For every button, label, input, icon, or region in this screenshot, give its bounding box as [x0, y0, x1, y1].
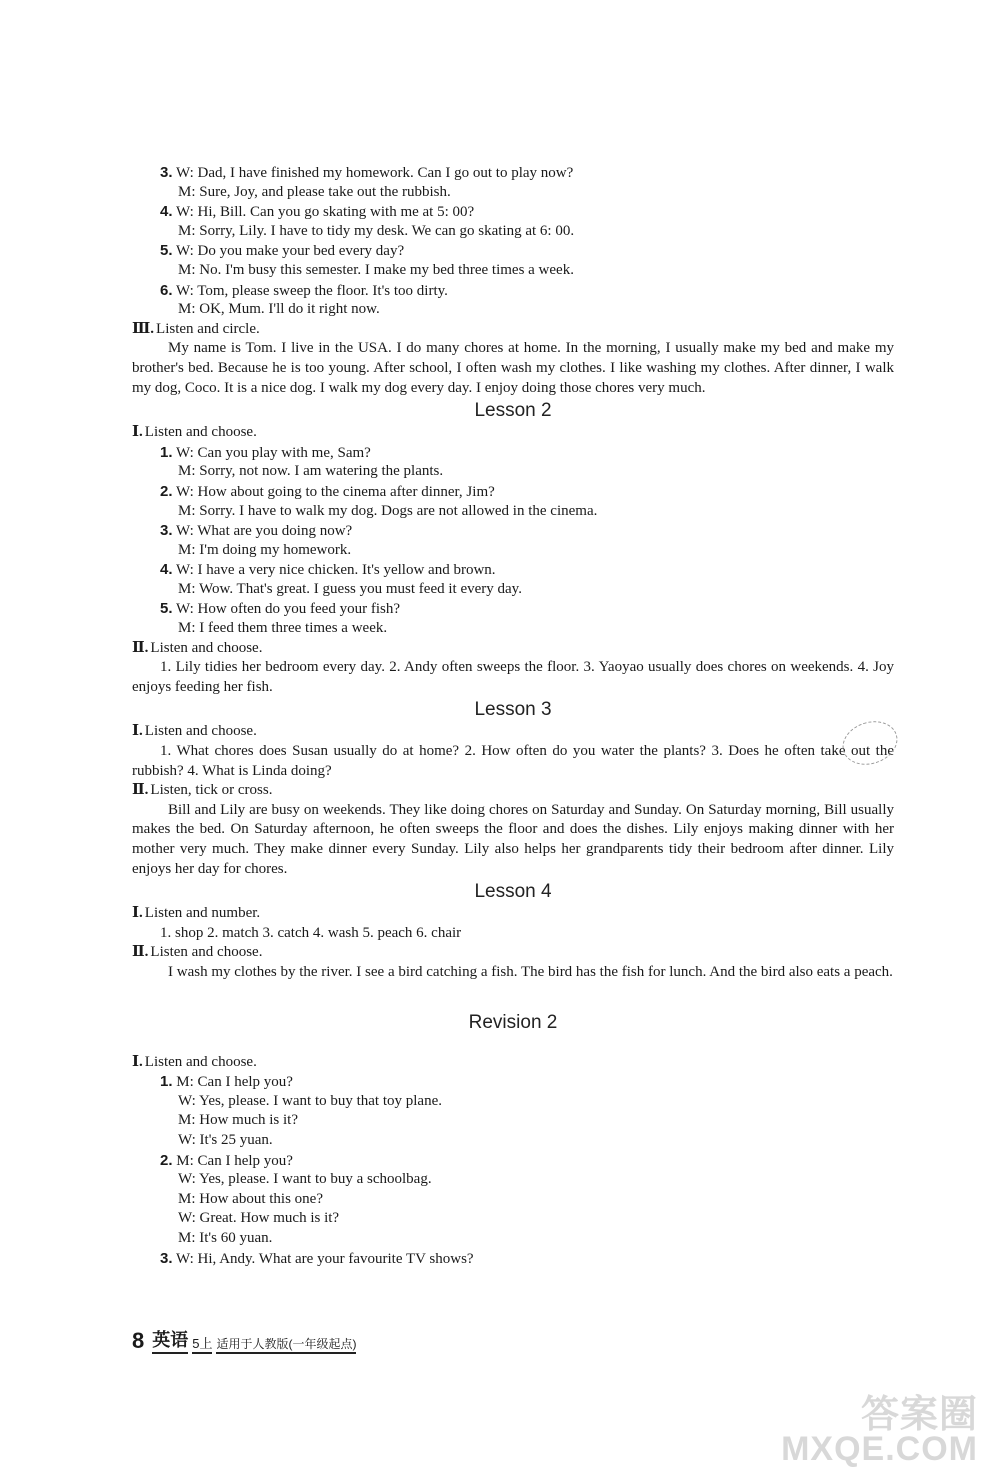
dialogue-line — [132, 1209, 894, 1229]
speaker-label: M: — [178, 222, 196, 239]
section-roman-numeral: Ⅲ. — [132, 320, 155, 337]
item-number: 2. — [160, 1151, 173, 1169]
line-text: Tom, please sweep the floor. It's too dirty. — [197, 282, 448, 299]
listening-script — [132, 163, 894, 1268]
passage-text: My name is Tom. I live in the USA. I do many chores at home. In the morning, I usually make my bed and make my brother's bed. Because he is too young. After school, I often wash my clothes. I like washing my clothes. After dinner, I walk my dog, Coco. It is a nice dog. I walk my dog every day. I enjoy doing those chores very much. — [132, 340, 894, 396]
dialogue-line — [132, 261, 894, 281]
dialogue-line — [132, 1092, 894, 1112]
line-text: Yes, please. I want to buy that toy plane. — [198, 1092, 443, 1109]
dialogue-line — [132, 202, 894, 222]
line-text: Hi, Bill. Can you go skating with me at 5: 00? — [197, 204, 475, 221]
lesson-heading: Lesson 3 — [474, 699, 552, 721]
page-number: 8 — [132, 1328, 145, 1353]
line-text: Listen and choose. — [150, 639, 263, 656]
speaker-label: M: — [178, 620, 196, 637]
line-text: It's 25 yuan. — [199, 1131, 273, 1148]
line-text: Listen and choose. — [144, 1053, 257, 1070]
section-title — [132, 320, 894, 340]
dialogue-line — [132, 1229, 894, 1249]
line-text: How about this one? — [199, 1190, 323, 1207]
dialogue-line — [132, 1249, 894, 1269]
line-text: I have a very nice chicken. It's yellow and brown. — [197, 562, 496, 579]
speaker-label: W: — [176, 243, 194, 260]
line-text: Sorry. I have to walk my dog. Dogs are not allowed in the cinema. — [199, 502, 598, 519]
line-text: Listen and number. — [144, 905, 261, 922]
speaker-label: W: — [178, 1210, 196, 1227]
section-title — [132, 943, 894, 963]
line-text: Sorry, not now. I am watering the plants. — [199, 463, 444, 480]
line-text: Listen and circle. — [156, 320, 260, 337]
line-text: Wow. That's great. I guess you must feed it every day. — [199, 580, 522, 597]
line-text: Can I help you? — [197, 1074, 293, 1091]
speaker-label: M: — [176, 1152, 194, 1169]
section-roman-numeral: Ⅱ. — [132, 944, 149, 961]
dialogue-line — [132, 541, 894, 561]
section-roman-numeral: Ⅱ. — [132, 639, 149, 656]
speaker-label: W: — [176, 523, 194, 540]
speaker-label: W: — [176, 282, 194, 299]
speaker-label: M: — [178, 502, 196, 519]
item-number: 3. — [160, 164, 173, 181]
line-text: I feed them three times a week. — [199, 620, 388, 637]
speaker-label: W: — [176, 601, 194, 618]
dialogue-line — [132, 1190, 894, 1210]
dialogue-line — [132, 222, 894, 242]
dialogue-line — [132, 443, 894, 463]
dialogue-line — [132, 1131, 894, 1151]
line-text: How much is it? — [199, 1112, 299, 1129]
line-text: Hi, Andy. What are your favourite TV shows? — [197, 1250, 474, 1267]
line-text: How about going to the cinema after dinner, Jim? — [197, 483, 495, 500]
speaker-label: M: — [178, 1229, 196, 1246]
speaker-label: M: — [178, 580, 196, 597]
speaker-label: W: — [178, 1171, 196, 1188]
speaker-label: M: — [178, 1190, 196, 1207]
section-roman-numeral: Ⅰ. — [132, 905, 143, 922]
grade-label: 5上 — [192, 1333, 212, 1354]
watermark-logo: 答案圈 MXQE.COM — [781, 1394, 978, 1468]
dialogue-line — [132, 1111, 894, 1131]
line-text: Do you make your bed every day? — [197, 243, 405, 260]
passage-text: I wash my clothes by the river. I see a bird catching a fish. The bird has the fish for lunch. And the bird also eats a peach. — [168, 963, 893, 980]
line-text: Sorry, Lily. I have to tidy my desk. We can go skating at 6: 00. — [199, 222, 575, 239]
dialogue-line — [132, 482, 894, 502]
line-text: Dad, I have finished my homework. Can I go out to play now? — [197, 165, 574, 181]
item-number: 4. — [160, 561, 173, 579]
dialogue-line — [132, 462, 894, 482]
subject-label: 英语 — [152, 1326, 188, 1354]
line-text: How often do you feed your fish? — [197, 601, 400, 618]
section-title — [132, 904, 894, 924]
dialogue-line — [132, 163, 894, 183]
speaker-label: M: — [176, 1074, 194, 1091]
section-title — [132, 639, 894, 659]
dialogue-line — [132, 599, 894, 619]
item-number: 5. — [160, 600, 173, 618]
speaker-label: M: — [178, 541, 196, 558]
line-text: OK, Mum. I'll do it right now. — [199, 301, 380, 318]
line-text: Listen and choose. — [144, 723, 257, 740]
section-title — [132, 423, 894, 443]
page-footer — [132, 1326, 356, 1354]
speaker-label: W: — [178, 1131, 196, 1148]
item-number: 6. — [160, 281, 173, 299]
dialogue-line — [132, 521, 894, 541]
speaker-label: W: — [176, 204, 194, 221]
line-text: Yes, please. I want to buy a schoolbag. — [198, 1171, 432, 1188]
speaker-label: M: — [178, 301, 196, 318]
item-number: 3. — [160, 1249, 173, 1267]
passage-text: 1. Lily tidies her bedroom every day. 2. Andy often sweeps the floor. 3. Yaoyao usually does chores on weekends. 4. Joy enjoys feeding her fish. — [132, 659, 894, 695]
line-text: I'm doing my homework. — [199, 541, 352, 558]
revision-heading: Revision 2 — [468, 1011, 558, 1033]
dialogue-line — [132, 1151, 894, 1171]
item-number: 1. — [160, 443, 173, 461]
dialogue-line — [132, 241, 894, 261]
dialogue-line — [132, 619, 894, 639]
section-roman-numeral: Ⅰ. — [132, 723, 143, 740]
speaker-label: W: — [176, 483, 194, 500]
line-text: Listen and choose. — [150, 944, 263, 961]
line-text: 1. shop 2. match 3. catch 4. wash 5. peach 6. chair — [160, 924, 462, 941]
line-text: Can I help you? — [197, 1152, 293, 1169]
edition-label: 适用于人教版(一年级起点) — [216, 1335, 356, 1354]
lesson-heading: Lesson 2 — [474, 400, 552, 422]
dialogue-line — [132, 580, 894, 600]
speaker-label: M: — [178, 463, 196, 480]
section-title — [132, 722, 894, 742]
dialogue-line — [132, 300, 894, 320]
speaker-label: W: — [176, 562, 194, 579]
line-text: Great. How much is it? — [199, 1210, 340, 1227]
speaker-label: M: — [178, 183, 196, 200]
dialogue-line — [132, 1170, 894, 1190]
section-roman-numeral: Ⅰ. — [132, 1053, 143, 1070]
section-title — [132, 781, 894, 801]
line-text: No. I'm busy this semester. I make my bed three times a week. — [199, 261, 574, 278]
section-title — [132, 1053, 894, 1073]
dialogue-line — [132, 183, 894, 203]
dialogue-line — [132, 924, 894, 944]
line-text: Listen and choose. — [144, 424, 257, 441]
speaker-label: W: — [178, 1092, 196, 1109]
dialogue-line — [132, 560, 894, 580]
dialogue-line — [132, 502, 894, 522]
speaker-label: W: — [176, 1250, 194, 1267]
item-number: 4. — [160, 203, 173, 221]
dialogue-line — [132, 1072, 894, 1092]
speaker-label: W: — [176, 444, 194, 461]
passage-text: 1. What chores does Susan usually do at home? 2. How often do you water the plants? 3. Does he often take out the rubbish? 4. What is Linda doing? — [132, 743, 894, 779]
item-number: 2. — [160, 482, 173, 500]
line-text: Can you play with me, Sam? — [197, 444, 371, 461]
line-text: What are you doing now? — [197, 523, 353, 540]
item-number: 5. — [160, 242, 173, 260]
item-number: 3. — [160, 522, 173, 540]
section-roman-numeral: Ⅰ. — [132, 424, 143, 441]
lesson-heading: Lesson 4 — [474, 881, 552, 903]
speaker-label: W: — [176, 165, 194, 181]
section-roman-numeral: Ⅱ. — [132, 782, 149, 799]
item-number: 1. — [160, 1073, 173, 1091]
speaker-label: M: — [178, 261, 196, 278]
dialogue-line — [132, 281, 894, 301]
line-text: It's 60 yuan. — [199, 1229, 273, 1246]
line-text: Sure, Joy, and please take out the rubbish. — [199, 183, 451, 200]
speaker-label: M: — [178, 1112, 196, 1129]
passage-text: Bill and Lily are busy on weekends. They like doing chores on Saturday and Sunday. On Saturday morning, Bill usually makes the bed. On Saturday afternoon, he often sweeps the floor and does the dishes. Lily enjoys making dinner with her mother very much. They make dinner every Sunday. Lily also helps her grandparents tidy their bedroom after dinner. Lily enjoys her day for chores. — [132, 801, 894, 877]
line-text: Listen, tick or cross. — [150, 782, 273, 799]
